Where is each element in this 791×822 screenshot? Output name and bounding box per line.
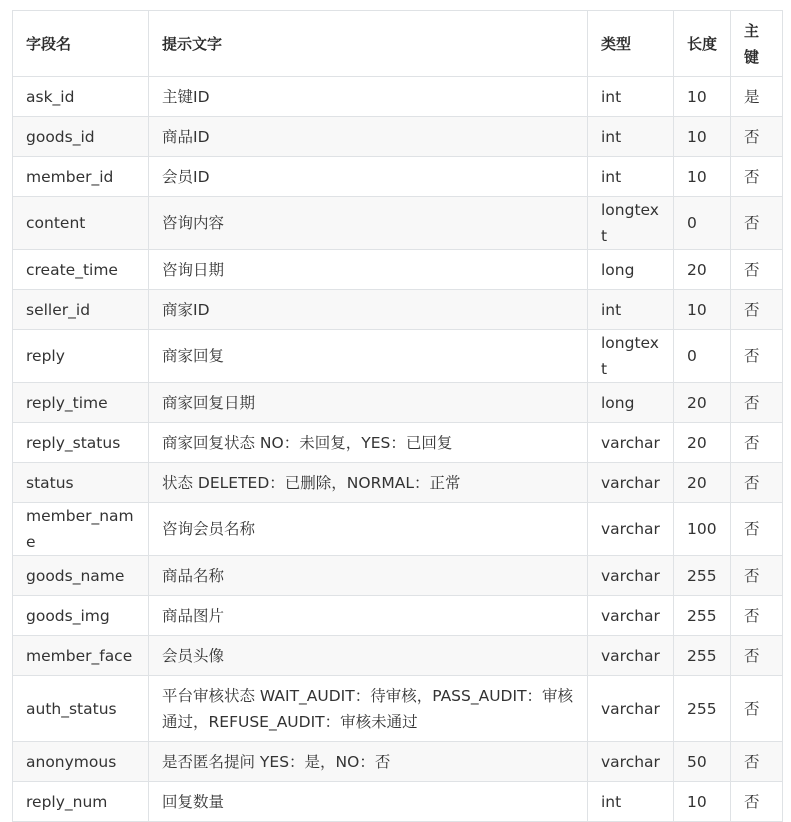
cell-field-name: reply_num [13, 782, 149, 822]
cell-type: varchar [588, 742, 674, 782]
cell-hint-text: 会员头像 [149, 636, 588, 676]
cell-length: 100 [674, 503, 731, 556]
cell-hint-text: 商家ID [149, 290, 588, 330]
cell-field-name: anonymous [13, 742, 149, 782]
cell-primary-key: 否 [731, 596, 783, 636]
cell-hint-text: 会员ID [149, 157, 588, 197]
cell-length: 0 [674, 330, 731, 383]
cell-type: varchar [588, 463, 674, 503]
cell-primary-key: 否 [731, 117, 783, 157]
cell-field-name: reply [13, 330, 149, 383]
cell-hint-text: 咨询内容 [149, 197, 588, 250]
cell-primary-key: 否 [731, 423, 783, 463]
cell-type: int [588, 117, 674, 157]
header-type: 类型 [588, 11, 674, 77]
header-hint-text: 提示文字 [149, 11, 588, 77]
cell-field-name: member_name [13, 503, 149, 556]
cell-hint-text: 状态 DELETED：已删除，NORMAL：正常 [149, 463, 588, 503]
cell-type: int [588, 290, 674, 330]
cell-hint-text: 平台审核状态 WAIT_AUDIT：待审核，PASS_AUDIT：审核通过，REFUSE_AUDIT：审核未通过 [149, 676, 588, 742]
cell-length: 255 [674, 636, 731, 676]
cell-type: longtext [588, 330, 674, 383]
cell-hint-text: 咨询日期 [149, 250, 588, 290]
cell-primary-key: 否 [731, 636, 783, 676]
header-length: 长度 [674, 11, 731, 77]
cell-primary-key: 否 [731, 330, 783, 383]
table-row [13, 782, 783, 822]
cell-hint-text: 商品ID [149, 117, 588, 157]
cell-hint-text: 商家回复日期 [149, 383, 588, 423]
cell-primary-key: 否 [731, 742, 783, 782]
cell-field-name: reply_time [13, 383, 149, 423]
cell-type: varchar [588, 636, 674, 676]
cell-primary-key: 否 [731, 197, 783, 250]
cell-primary-key: 否 [731, 250, 783, 290]
cell-field-name: goods_id [13, 117, 149, 157]
table-row [13, 636, 783, 676]
cell-length: 20 [674, 463, 731, 503]
cell-length: 10 [674, 117, 731, 157]
table-row [13, 117, 783, 157]
table-row [13, 742, 783, 782]
cell-field-name: goods_img [13, 596, 149, 636]
cell-field-name: goods_name [13, 556, 149, 596]
table-row [13, 250, 783, 290]
table-row [13, 330, 783, 383]
cell-type: varchar [588, 503, 674, 556]
table-body [13, 77, 783, 822]
cell-primary-key: 否 [731, 503, 783, 556]
cell-type: long [588, 383, 674, 423]
table-row [13, 676, 783, 742]
header-field-name: 字段名 [13, 11, 149, 77]
cell-length: 50 [674, 742, 731, 782]
field-table [12, 10, 783, 822]
table-row [13, 197, 783, 250]
cell-type: varchar [588, 596, 674, 636]
table-row [13, 290, 783, 330]
cell-hint-text: 回复数量 [149, 782, 588, 822]
cell-length: 10 [674, 782, 731, 822]
cell-hint-text: 主键ID [149, 77, 588, 117]
cell-hint-text: 咨询会员名称 [149, 503, 588, 556]
header-primary-key: 主键 [731, 11, 783, 77]
cell-field-name: status [13, 463, 149, 503]
cell-length: 20 [674, 250, 731, 290]
table-row [13, 77, 783, 117]
cell-field-name: create_time [13, 250, 149, 290]
cell-primary-key: 否 [731, 383, 783, 423]
cell-type: varchar [588, 423, 674, 463]
cell-primary-key: 否 [731, 556, 783, 596]
cell-hint-text: 商家回复 [149, 330, 588, 383]
cell-hint-text: 是否匿名提问 YES：是，NO：否 [149, 742, 588, 782]
cell-primary-key: 否 [731, 782, 783, 822]
cell-length: 10 [674, 77, 731, 117]
cell-length: 0 [674, 197, 731, 250]
cell-primary-key: 否 [731, 157, 783, 197]
cell-type: varchar [588, 556, 674, 596]
cell-hint-text: 商品名称 [149, 556, 588, 596]
cell-type: int [588, 157, 674, 197]
table-row [13, 463, 783, 503]
cell-length: 10 [674, 290, 731, 330]
cell-primary-key: 否 [731, 463, 783, 503]
table-row [13, 423, 783, 463]
cell-type: varchar [588, 676, 674, 742]
cell-length: 20 [674, 423, 731, 463]
cell-field-name: content [13, 197, 149, 250]
cell-field-name: member_face [13, 636, 149, 676]
table-row [13, 383, 783, 423]
cell-length: 255 [674, 596, 731, 636]
table-row [13, 157, 783, 197]
cell-field-name: seller_id [13, 290, 149, 330]
cell-field-name: ask_id [13, 77, 149, 117]
cell-type: long [588, 250, 674, 290]
cell-type: int [588, 782, 674, 822]
cell-type: longtext [588, 197, 674, 250]
table-row [13, 556, 783, 596]
table-row [13, 503, 783, 556]
cell-type: int [588, 77, 674, 117]
cell-length: 20 [674, 383, 731, 423]
cell-hint-text: 商品图片 [149, 596, 588, 636]
cell-field-name: auth_status [13, 676, 149, 742]
cell-primary-key: 否 [731, 676, 783, 742]
cell-field-name: reply_status [13, 423, 149, 463]
table-row [13, 596, 783, 636]
cell-primary-key: 否 [731, 290, 783, 330]
table-header [13, 11, 783, 77]
cell-field-name: member_id [13, 157, 149, 197]
cell-hint-text: 商家回复状态 NO：未回复，YES：已回复 [149, 423, 588, 463]
cell-length: 255 [674, 556, 731, 596]
cell-primary-key: 是 [731, 77, 783, 117]
cell-length: 10 [674, 157, 731, 197]
cell-length: 255 [674, 676, 731, 742]
header-row [13, 11, 783, 77]
